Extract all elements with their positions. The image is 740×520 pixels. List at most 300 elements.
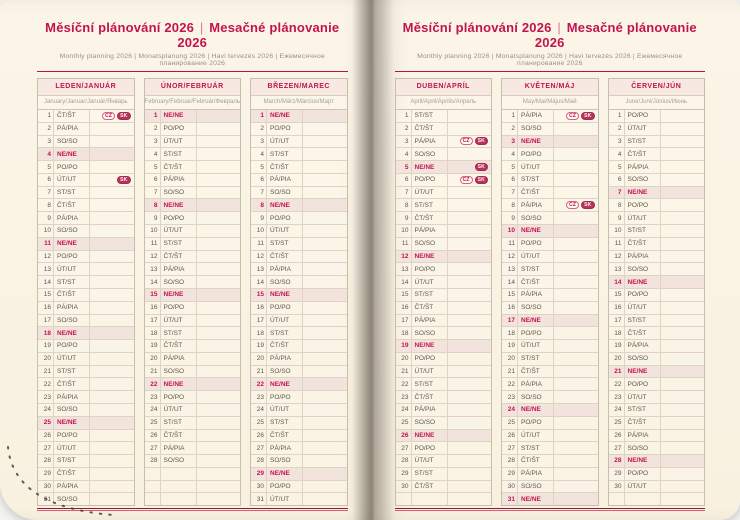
day-row <box>609 250 705 263</box>
day-number: 15 <box>609 289 625 301</box>
day-row <box>502 480 598 493</box>
title-slovak: Mesačné plánovanie 2026 <box>177 20 340 50</box>
months-right <box>395 78 706 506</box>
notes-cell <box>197 417 241 429</box>
day-number: 6 <box>396 174 412 186</box>
notes-cell <box>554 340 598 352</box>
day-number: 30 <box>609 481 625 493</box>
day-number: 21 <box>609 366 625 378</box>
day-number: 25 <box>396 417 412 429</box>
notes-cell <box>554 442 598 454</box>
sk-holiday-badge: SK <box>581 112 594 120</box>
day-row <box>38 147 134 160</box>
day-row <box>251 147 347 160</box>
day-row <box>502 429 598 442</box>
month-subtitle: April/April/Április/Апрель <box>396 96 492 110</box>
day-row <box>396 390 492 403</box>
day-row <box>396 314 492 327</box>
month-rows <box>145 110 241 505</box>
day-label: SO/SO <box>267 276 303 288</box>
day-number: 16 <box>38 302 54 314</box>
notes-cell <box>448 378 492 390</box>
day-row <box>145 339 241 352</box>
day-label: SO/SO <box>625 174 661 186</box>
day-row <box>251 429 347 442</box>
day-number: 28 <box>251 455 267 467</box>
day-label: ST/ST <box>518 442 554 454</box>
day-row <box>38 454 134 467</box>
day-label: NE/NE <box>518 136 554 148</box>
notes-cell <box>448 263 492 275</box>
month-name: ČERVEN/JÚN <box>609 79 705 96</box>
day-number <box>145 493 161 505</box>
day-label: PÁ/PIA <box>518 199 554 211</box>
notes-cell <box>448 148 492 160</box>
notes-cell <box>448 276 492 288</box>
notes-cell <box>448 289 492 301</box>
notes-cell <box>448 430 492 442</box>
day-number: 19 <box>502 340 518 352</box>
notes-cell <box>661 199 705 211</box>
month-rows <box>609 110 705 505</box>
day-number: 13 <box>502 263 518 275</box>
notes-cell <box>661 391 705 403</box>
day-number: 6 <box>502 174 518 186</box>
day-row <box>502 301 598 314</box>
day-label: ÚT/UT <box>267 404 303 416</box>
day-label: PÁ/PIA <box>267 353 303 365</box>
day-row <box>396 110 492 122</box>
day-row <box>396 301 492 314</box>
notes-cell <box>197 225 241 237</box>
day-row <box>145 390 241 403</box>
day-number: 25 <box>502 417 518 429</box>
day-row <box>251 416 347 429</box>
day-row <box>145 454 241 467</box>
day-label: PÁ/PIA <box>518 289 554 301</box>
day-number: 16 <box>251 302 267 314</box>
title-czech: Měsíční plánování 2026 <box>45 20 195 35</box>
day-label: ST/ST <box>625 404 661 416</box>
sk-holiday-badge: SK <box>117 176 130 184</box>
day-row <box>251 211 347 224</box>
notes-cell <box>90 225 134 237</box>
day-label: SO/SO <box>518 123 554 135</box>
notes-cell <box>90 417 134 429</box>
notes-cell <box>197 212 241 224</box>
notes-cell <box>448 315 492 327</box>
day-number: 29 <box>251 468 267 480</box>
notes-cell <box>661 161 705 173</box>
day-row <box>396 173 492 186</box>
day-row <box>502 365 598 378</box>
bottom-rule <box>37 508 348 514</box>
notes-cell <box>661 481 705 493</box>
day-label: ÚT/UT <box>518 430 554 442</box>
notes-cell <box>303 327 347 339</box>
day-number: 27 <box>145 442 161 454</box>
notes-cell <box>303 187 347 199</box>
day-row <box>396 262 492 275</box>
day-label: NE/NE <box>161 378 197 390</box>
cz-holiday-badge: CZ <box>566 112 579 120</box>
day-label: PO/PO <box>267 302 303 314</box>
day-row <box>38 339 134 352</box>
day-label: PO/PO <box>161 212 197 224</box>
day-row <box>609 326 705 339</box>
day-number: 22 <box>38 378 54 390</box>
day-row <box>502 250 598 263</box>
notes-cell <box>303 493 347 505</box>
day-label: PÁ/PIA <box>161 442 197 454</box>
day-row <box>396 186 492 199</box>
notes-cell <box>90 187 134 199</box>
day-label: PÁ/PIA <box>625 340 661 352</box>
month-column <box>37 78 135 506</box>
day-row <box>251 250 347 263</box>
day-number: 8 <box>251 199 267 211</box>
day-number: 22 <box>609 378 625 390</box>
day-label: SO/SO <box>625 263 661 275</box>
day-number: 2 <box>502 123 518 135</box>
notes-cell <box>448 417 492 429</box>
bottom-rule <box>395 508 706 514</box>
notes-cell <box>661 136 705 148</box>
day-label: NE/NE <box>518 404 554 416</box>
day-number: 3 <box>396 136 412 148</box>
day-number: 9 <box>251 212 267 224</box>
notes-cell <box>554 455 598 467</box>
month-column <box>395 78 493 506</box>
notes-cell <box>197 174 241 186</box>
notes-cell <box>554 225 598 237</box>
notes-cell <box>90 161 134 173</box>
day-row <box>251 237 347 250</box>
day-label: ST/ST <box>412 468 448 480</box>
day-row <box>609 365 705 378</box>
day-number: 9 <box>502 212 518 224</box>
day-label: PÁ/PIA <box>412 404 448 416</box>
day-label: ST/ST <box>54 455 90 467</box>
day-number: 21 <box>251 366 267 378</box>
day-row <box>396 377 492 390</box>
notes-cell <box>303 110 347 122</box>
day-number: 22 <box>145 378 161 390</box>
day-row <box>609 480 705 493</box>
day-number: 4 <box>609 148 625 160</box>
notes-cell <box>90 353 134 365</box>
day-row <box>38 480 134 493</box>
day-number <box>145 481 161 493</box>
notes-cell <box>90 442 134 454</box>
day-number: 28 <box>502 455 518 467</box>
day-number: 4 <box>396 148 412 160</box>
day-label: ÚT/UT <box>54 353 90 365</box>
day-row <box>609 390 705 403</box>
notes-cell <box>554 481 598 493</box>
day-number: 19 <box>145 340 161 352</box>
day-row <box>251 224 347 237</box>
notes-cell <box>661 378 705 390</box>
notes-cell <box>197 161 241 173</box>
day-label: ČT/ŠT <box>54 110 90 122</box>
page-header <box>37 0 348 72</box>
day-row <box>609 224 705 237</box>
day-number: 1 <box>38 110 54 122</box>
day-row <box>609 314 705 327</box>
notes-cell <box>554 302 598 314</box>
notes-cell <box>197 199 241 211</box>
day-label: PO/PO <box>518 148 554 160</box>
day-row <box>396 352 492 365</box>
day-number: 24 <box>396 404 412 416</box>
month-name: ÚNOR/FEBRUÁR <box>145 79 241 96</box>
day-number: 4 <box>38 148 54 160</box>
day-number: 7 <box>251 187 267 199</box>
day-label: PO/PO <box>518 327 554 339</box>
day-label: SO/SO <box>161 366 197 378</box>
day-label: SO/SO <box>625 442 661 454</box>
cz-holiday-badge: CZ <box>102 112 115 120</box>
notes-cell <box>197 251 241 263</box>
day-label: PÁ/PIA <box>267 442 303 454</box>
day-number: 15 <box>145 289 161 301</box>
day-label: ČT/ŠT <box>54 289 90 301</box>
title-separator: | <box>199 20 204 35</box>
day-number: 15 <box>396 289 412 301</box>
notes-cell <box>448 238 492 250</box>
notes-cell <box>448 225 492 237</box>
day-label: ST/ST <box>412 289 448 301</box>
day-number: 26 <box>145 430 161 442</box>
notes-cell <box>197 110 241 122</box>
day-row <box>396 237 492 250</box>
day-label: ČT/ŠT <box>625 417 661 429</box>
notes-cell <box>554 289 598 301</box>
cz-holiday-badge: CZ <box>460 176 473 184</box>
month-subtitle: March/März/Március/Март <box>251 96 347 110</box>
day-row <box>38 160 134 173</box>
day-label: ČT/ŠT <box>161 340 197 352</box>
day-label: ČT/ŠT <box>412 481 448 493</box>
day-label: PO/PO <box>412 174 448 186</box>
day-number: 7 <box>502 187 518 199</box>
month-rows <box>38 110 134 505</box>
notes-cell <box>448 353 492 365</box>
day-label: ÚT/UT <box>161 404 197 416</box>
empty-row <box>145 467 241 480</box>
cz-holiday-badge: CZ <box>460 137 473 145</box>
day-label: PO/PO <box>267 123 303 135</box>
day-row <box>396 275 492 288</box>
day-row <box>38 224 134 237</box>
day-row <box>396 480 492 493</box>
notes-cell <box>554 417 598 429</box>
day-number: 18 <box>502 327 518 339</box>
notes-cell <box>661 187 705 199</box>
notes-cell <box>90 455 134 467</box>
day-number: 1 <box>396 110 412 122</box>
day-number: 29 <box>609 468 625 480</box>
notes-cell <box>197 493 241 505</box>
day-row <box>502 377 598 390</box>
notes-cell <box>448 391 492 403</box>
notes-cell <box>448 174 492 186</box>
day-label: ST/ST <box>267 148 303 160</box>
day-row <box>38 441 134 454</box>
day-number: 16 <box>145 302 161 314</box>
day-row <box>38 110 134 122</box>
day-row <box>145 326 241 339</box>
day-row <box>145 110 241 122</box>
title-separator: | <box>557 20 561 35</box>
day-row <box>396 135 492 148</box>
day-label: NE/NE <box>625 276 661 288</box>
day-row <box>609 186 705 199</box>
day-number: 24 <box>145 404 161 416</box>
day-label: NE/NE <box>161 110 197 122</box>
day-row <box>251 262 347 275</box>
day-label: PO/PO <box>54 161 90 173</box>
day-label: ÚT/UT <box>54 442 90 454</box>
day-number: 28 <box>609 455 625 467</box>
day-label: SO/SO <box>518 391 554 403</box>
day-number: 20 <box>502 353 518 365</box>
day-row <box>609 110 705 122</box>
day-number: 12 <box>38 251 54 263</box>
day-number: 26 <box>251 430 267 442</box>
day-number: 13 <box>38 263 54 275</box>
day-number: 2 <box>251 123 267 135</box>
day-label: SO/SO <box>267 187 303 199</box>
notes-cell <box>554 391 598 403</box>
day-number: 11 <box>145 238 161 250</box>
day-label: SO/SO <box>412 238 448 250</box>
notes-cell <box>554 493 598 505</box>
day-row <box>38 198 134 211</box>
notes-cell <box>448 110 492 122</box>
day-row <box>609 211 705 224</box>
notes-cell <box>661 302 705 314</box>
day-number: 2 <box>38 123 54 135</box>
day-row <box>38 492 134 505</box>
day-row <box>251 314 347 327</box>
day-number: 5 <box>396 161 412 173</box>
notes-cell <box>303 136 347 148</box>
notes-cell <box>90 199 134 211</box>
notes-cell <box>197 238 241 250</box>
day-number: 31 <box>251 493 267 505</box>
notes-cell <box>554 136 598 148</box>
day-label: NE/NE <box>518 225 554 237</box>
day-label: ST/ST <box>412 199 448 211</box>
day-row <box>396 467 492 480</box>
day-number: 17 <box>396 315 412 327</box>
notes-cell <box>90 238 134 250</box>
day-label: PO/PO <box>625 110 661 122</box>
day-row <box>38 467 134 480</box>
day-number: 23 <box>502 391 518 403</box>
notes-cell <box>448 468 492 480</box>
day-row <box>609 377 705 390</box>
notes-cell <box>90 123 134 135</box>
notes-cell <box>448 199 492 211</box>
day-row <box>145 429 241 442</box>
day-row <box>251 467 347 480</box>
notes-cell <box>303 353 347 365</box>
day-label: SO/SO <box>161 276 197 288</box>
notes-cell <box>554 430 598 442</box>
day-row <box>502 110 598 122</box>
day-label: SO/SO <box>267 366 303 378</box>
notes-cell <box>661 148 705 160</box>
day-number: 15 <box>251 289 267 301</box>
month-name: BŘEZEN/MAREC <box>251 79 347 96</box>
day-label: ST/ST <box>54 276 90 288</box>
notes-cell <box>303 276 347 288</box>
day-number: 7 <box>396 187 412 199</box>
day-number: 5 <box>38 161 54 173</box>
day-number: 22 <box>396 378 412 390</box>
notes-cell <box>554 468 598 480</box>
notes-cell <box>90 263 134 275</box>
notes-cell <box>554 404 598 416</box>
notes-cell <box>448 404 492 416</box>
day-label: ČT/ŠT <box>412 123 448 135</box>
day-row <box>396 147 492 160</box>
day-row <box>145 135 241 148</box>
day-row <box>145 275 241 288</box>
day-row <box>145 160 241 173</box>
notes-cell <box>554 161 598 173</box>
notes-cell <box>90 404 134 416</box>
day-number: 27 <box>609 442 625 454</box>
notes-cell <box>661 327 705 339</box>
day-number: 12 <box>396 251 412 263</box>
day-label: ÚT/UT <box>412 276 448 288</box>
notes-cell <box>303 366 347 378</box>
day-label: ČT/ŠT <box>518 276 554 288</box>
day-row <box>502 467 598 480</box>
day-label <box>412 493 448 505</box>
day-label: PÁ/PIA <box>161 263 197 275</box>
day-label: SO/SO <box>54 136 90 148</box>
header-rule <box>37 71 348 72</box>
day-number: 14 <box>251 276 267 288</box>
day-label <box>161 481 197 493</box>
day-number: 8 <box>609 199 625 211</box>
day-number: 16 <box>609 302 625 314</box>
day-row <box>251 339 347 352</box>
day-label: PÁ/PIA <box>518 468 554 480</box>
day-number: 21 <box>145 366 161 378</box>
day-number: 17 <box>502 315 518 327</box>
day-row <box>502 224 598 237</box>
day-label: ČT/ŠT <box>161 251 197 263</box>
day-label: SO/SO <box>161 455 197 467</box>
day-label: ČT/ŠT <box>54 378 90 390</box>
day-row <box>502 390 598 403</box>
months-left <box>37 78 348 506</box>
page-subtitle: Monthly planning 2026 | Monatsplanung 2026 | Havi tervezés 2026 | Ежемесячное планирование 2026 <box>417 53 683 67</box>
sk-holiday-badge: SK <box>117 112 130 120</box>
day-row <box>145 250 241 263</box>
day-number: 13 <box>251 263 267 275</box>
day-row <box>251 173 347 186</box>
day-label: PÁ/PIA <box>54 391 90 403</box>
day-label: ČT/ŠT <box>267 340 303 352</box>
day-row <box>38 301 134 314</box>
